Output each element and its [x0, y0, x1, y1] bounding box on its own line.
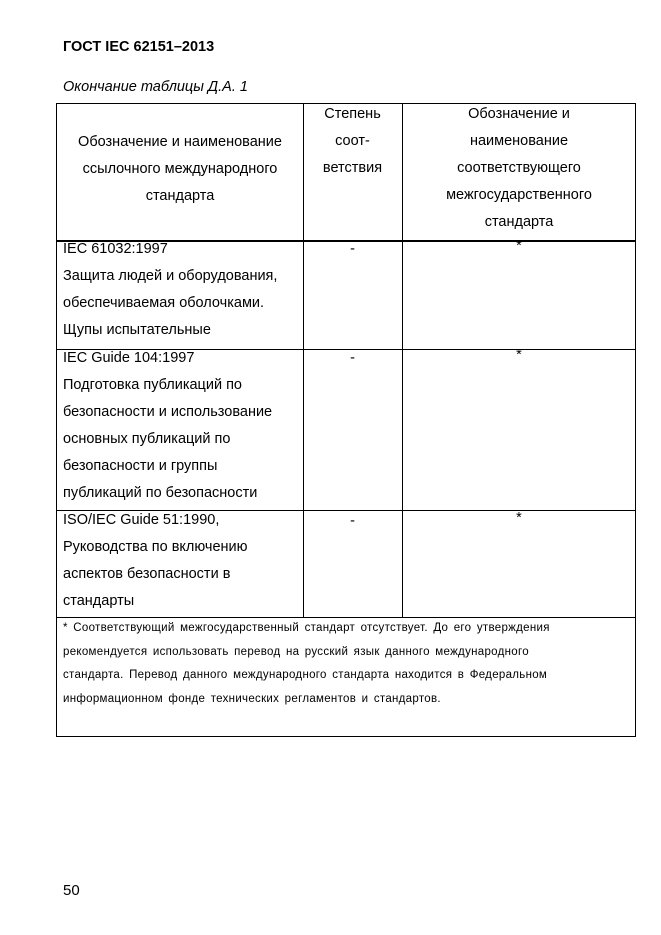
table-row-degree: - — [350, 350, 355, 366]
table-caption: Окончание таблицы Д.А. 1 — [63, 79, 248, 95]
header-reference-standard: Обозначение и наименование ссылочного международного стандарта — [78, 134, 282, 204]
header-interstate-standard: Обозначение и наименование соответствующего межгосударственного стандарта — [446, 106, 592, 230]
table-row-reference: IEC Guide 104:1997 Подготовка публикаций по безопасности и использование основных публикаций по безопасности и группы публикаций по безопасности — [63, 350, 273, 501]
page-number: 50 — [63, 882, 80, 899]
table-row-reference: ISO/IEC Guide 51:1990, Руководства по включению аспектов безопасности в стандарты — [63, 512, 248, 609]
header-degree: Степень соот- ветствия — [322, 106, 383, 176]
table-row-degree: - — [350, 241, 355, 257]
standards-table — [56, 103, 636, 737]
table-row-interstate: * — [516, 238, 522, 254]
table-row-reference: IEC 61032:1997 Защита людей и оборудования, обеспечиваемая оболочками. Щупы испытательные — [63, 241, 278, 338]
table-footnote: * Соответствующий межгосударственный стандарт отсутствует. До его утверждения рекомендуется использовать перевод на русский язык данного международного стандарта. Перевод данного международного стандарта находится в Федеральном информационном фонде технических регламентов и стандартов. — [63, 622, 550, 705]
table-row-interstate: * — [516, 347, 522, 363]
table-row-degree: - — [350, 513, 355, 529]
document-code: ГОСТ IEC 62151–2013 — [63, 39, 215, 55]
table-row-interstate: * — [516, 510, 522, 526]
